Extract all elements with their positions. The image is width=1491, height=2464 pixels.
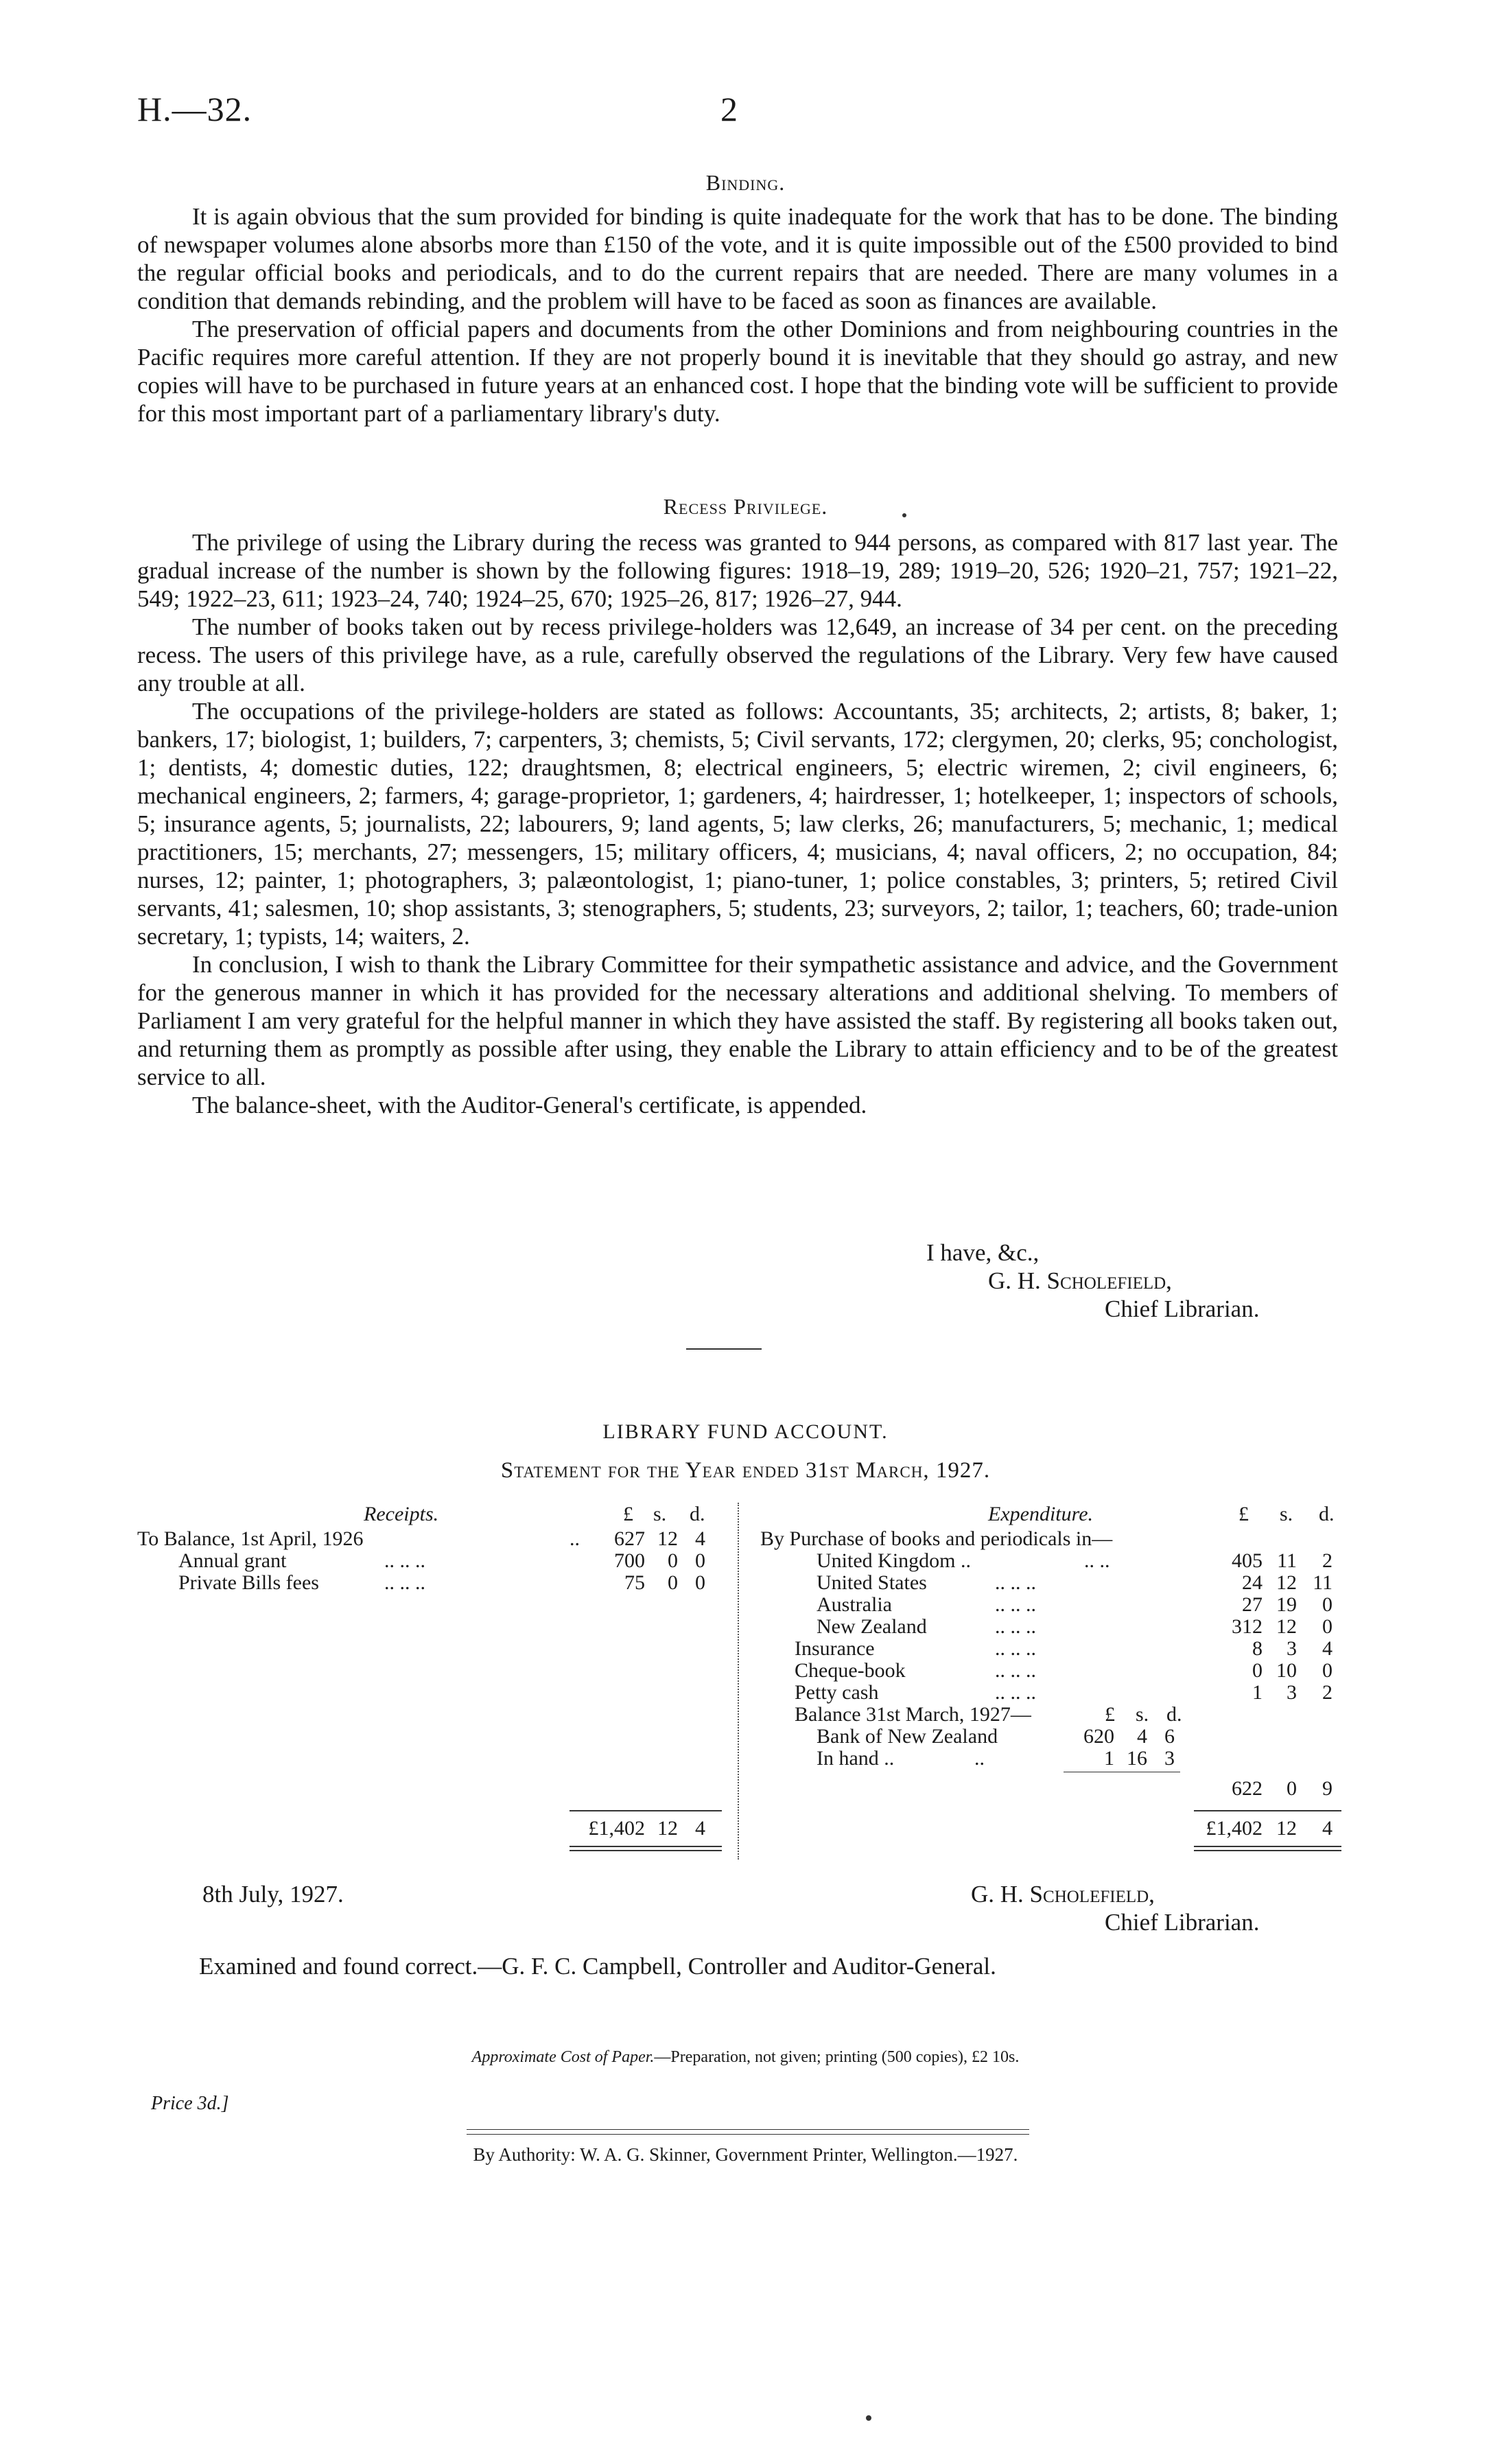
expenditure-shilling-head: s.	[1280, 1503, 1293, 1525]
expenditure-pounds: 0	[1252, 1659, 1263, 1682]
recess-section	[137, 528, 1338, 1119]
expenditure-pence: 4	[1322, 1637, 1332, 1660]
expenditure-pounds: 1	[1252, 1681, 1263, 1704]
receipts-double-rule	[570, 1850, 722, 1851]
receipt-pence: 0	[695, 1549, 705, 1572]
expenditure-double-rule	[1194, 1850, 1341, 1851]
recess-paragraph-2: The number of books taken out by recess privilege-holders was 12,649, an increase of 34 per cent. on the preceding recess. The users of this privilege have, as a rule, carefully observed the regulations of the Library. Very few have caused any trouble at all.	[137, 613, 1338, 696]
binding-section	[137, 202, 1338, 427]
receipt-dots: ..	[570, 1527, 580, 1550]
receipts-total-pounds: £1,402	[588, 1817, 645, 1840]
price: Price 3d.]	[151, 2093, 229, 2114]
binding-heading: Binding.	[705, 170, 786, 195]
expenditure-shillings: 19	[1276, 1593, 1297, 1616]
expenditure-shillings: 10	[1276, 1659, 1297, 1682]
cost-label: Approximate Cost of Paper.	[471, 2048, 655, 2066]
receipts-pound-head: £	[623, 1503, 633, 1525]
expenditure-pounds: 8	[1252, 1637, 1263, 1660]
balance-total-pounds: 622	[1232, 1777, 1263, 1800]
expenditure-pence-head: d.	[1319, 1503, 1335, 1525]
column-separator	[738, 1503, 739, 1859]
expenditure-dots: .. .. ..	[995, 1681, 1036, 1704]
receipt-label: To Balance, 1st April, 1926	[137, 1527, 364, 1550]
expenditure-label: New Zealand	[817, 1615, 927, 1638]
authority-rule	[467, 2134, 1029, 2135]
expenditure-label: Petty cash	[795, 1681, 879, 1704]
receipt-shillings: 12	[657, 1527, 678, 1550]
binding-paragraph-1: It is again obvious that the sum provided for binding is quite inadequate for the work that has to be done. The binding of newspaper volumes alone absorbs more than £150 of the vote, and it is quite impossible out of the £500 provided to bind the regular official books and periodicals, and to do the current repairs that are needed. There are many volumes in a condition that demands rebinding, and the problem will have to be faced as soon as finances are available.	[137, 203, 1338, 314]
account-subtitle: Statement for the Year ended 31st March, 1927.	[500, 1458, 991, 1483]
receipt-pounds: 700	[614, 1549, 645, 1572]
balance-item-pence: 6	[1164, 1725, 1175, 1748]
print-speck	[866, 2415, 871, 2421]
receipt-pounds: 627	[614, 1527, 645, 1550]
expenditure-pound-head: £	[1238, 1503, 1249, 1525]
expenditure-double-rule	[1194, 1846, 1341, 1847]
report-date: 8th July, 1927.	[202, 1881, 344, 1908]
receipts-total-rule	[570, 1810, 722, 1811]
expenditure-dots: .. .. ..	[995, 1615, 1036, 1638]
account-table	[137, 1503, 1345, 1887]
document-reference: H.—32.	[137, 90, 253, 128]
balance-total-pence: 9	[1322, 1777, 1332, 1800]
cost-text: —Preparation, not given; printing (500 copies), £2 10s.	[654, 2048, 1020, 2066]
conclusion-paragraph: In conclusion, I wish to thank the Library Committee for their sympathetic assistance and advice, and the Government for the generous manner in which it has provided for the necessary alterations and additional shelving. To members of Parliament I am very grateful for the helpful manner in which they have assisted the staff. By registering all books taken out, and returning them as promptly as possible after using, they enable the Library to attain efficiency and to be of the greatest service to all.	[137, 951, 1338, 1090]
expenditure-heading: Expenditure.	[988, 1503, 1094, 1525]
expenditure-pence: 0	[1322, 1593, 1332, 1616]
expenditure-label: Cheque-book	[795, 1659, 906, 1682]
expenditure-label: Australia	[817, 1593, 892, 1616]
receipts-double-rule	[570, 1846, 722, 1847]
balance-sheet-note: The balance-sheet, with the Auditor-General's certificate, is appended.	[192, 1092, 867, 1118]
balance-pence-head: d.	[1166, 1703, 1182, 1726]
balance-item-pounds: 620	[1083, 1725, 1114, 1748]
binding-paragraph-2: The preservation of official papers and documents from the other Dominions and from neighbouring countries in the Pacific requires more careful attention. If they are not properly bound it is inevitable that they should go astray, and new copies will have to be purchased in future years at an enhanced cost. I hope that the binding vote will be sufficient to provide for this most important part of a parliamentary library's duty.	[137, 316, 1338, 427]
print-speck	[902, 513, 906, 517]
recess-heading: Recess Privilege.	[663, 494, 828, 519]
authority-rule	[467, 2129, 1029, 2130]
expenditure-pence: 11	[1313, 1571, 1332, 1594]
receipt-label: Annual grant	[178, 1549, 287, 1572]
footer-signature-name: G. H. Scholefield,	[971, 1881, 1155, 1908]
expenditure-label: Insurance	[795, 1637, 875, 1660]
balance-total-shillings: 0	[1287, 1777, 1297, 1800]
expenditure-pence: 2	[1322, 1549, 1332, 1572]
receipt-dots: .. .. ..	[384, 1571, 425, 1594]
page-number: 2	[720, 90, 738, 128]
expenditure-shillings: 3	[1287, 1637, 1297, 1660]
section-divider	[686, 1348, 762, 1350]
receipt-label: Private Bills fees	[178, 1571, 319, 1594]
expenditure-total-rule	[1194, 1810, 1341, 1811]
expenditure-pence: 0	[1322, 1615, 1332, 1638]
receipts-shilling-head: s.	[653, 1503, 667, 1525]
expenditure-label: United States	[817, 1571, 927, 1594]
balance-label: Balance 31st March, 1927—	[795, 1703, 1031, 1726]
expenditure-pounds: 24	[1242, 1571, 1263, 1594]
footer-signature-title: Chief Librarian.	[1105, 1909, 1260, 1936]
balance-item-pounds: 1	[1104, 1747, 1114, 1770]
receipt-pounds: 75	[624, 1571, 645, 1594]
expenditure-total-pence: 4	[1322, 1817, 1332, 1840]
expenditure-shillings: 3	[1287, 1681, 1297, 1704]
expenditure-dots: .. .. ..	[995, 1571, 1036, 1594]
balance-item-pence: 3	[1164, 1747, 1175, 1770]
expenditure-dots: .. ..	[1084, 1549, 1110, 1572]
balance-shilling-head: s.	[1136, 1703, 1149, 1726]
receipt-pence: 0	[695, 1571, 705, 1594]
expenditure-pence: 0	[1322, 1659, 1332, 1682]
audit-certificate: Examined and found correct.—G. F. C. Campbell, Controller and Auditor-General.	[199, 1953, 996, 1980]
balance-item-shillings: 4	[1137, 1725, 1147, 1748]
balance-item-label: Bank of New Zealand	[817, 1725, 998, 1748]
expenditure-dots: .. .. ..	[995, 1637, 1036, 1660]
signoff-name: G. H. Scholefield,	[988, 1267, 1172, 1294]
expenditure-pounds: 27	[1242, 1593, 1263, 1616]
expenditure-total-pounds: £1,402	[1206, 1817, 1263, 1840]
receipts-total-pence: 4	[695, 1817, 705, 1840]
receipts-total-shillings: 12	[657, 1817, 678, 1840]
expenditure-shillings: 12	[1276, 1615, 1297, 1638]
signoff-greeting: I have, &c.,	[926, 1239, 1040, 1266]
cost-of-paper	[0, 2048, 1491, 2067]
expenditure-pence: 2	[1322, 1681, 1332, 1704]
expenditure-total-shillings: 12	[1276, 1817, 1297, 1840]
receipts-heading: Receipts.	[364, 1503, 439, 1525]
occupations-paragraph: The occupations of the privilege-holders are stated as follows: Accountants, 35; architects, 2; artists, 8; baker, 1; bankers, 17; biologist, 1; builders, 7; carpenters, 3; chemists, 5; Civil servants, 172; clergymen, 20; clerks, 95; conchologist, 1; dentists, 4; domestic duties, 122; draughtsmen, 8; electrical engineers, 5; electric wiremen, 2; civil engineers, 6; mechanical engineers, 2; farmers, 4; garage-proprietor, 1; gardeners, 4; hairdresser, 1; hotelkeeper, 1; inspectors of schools, 5; insurance agents, 5; journalists, 22; labourers, 9; land agents, 5; law clerks, 26; manufacturers, 5; mechanic, 1; medical practitioners, 15; merchants, 27; messengers, 15; military officers, 4; musicians, 4; naval officers, 2; no occupation, 84; nurses, 12; painter, 1; photographers, 3; palæontologist, 1; piano-tuner, 1; police constables, 3; printers, 5; retired Civil servants, 41; salesmen, 10; shop assistants, 3; stenographers, 5; students, 23; surveyors, 2; tailor, 1; teachers, 60; trade-union secretary, 1; typists, 14; waiters, 2.	[137, 698, 1338, 950]
receipt-dots: .. .. ..	[384, 1549, 425, 1572]
balance-item-dots: ..	[974, 1747, 985, 1770]
expenditure-pounds: 312	[1232, 1615, 1263, 1638]
expenditure-dots: .. .. ..	[995, 1659, 1036, 1682]
expenditure-intro: By Purchase of books and periodicals in—	[760, 1527, 1113, 1550]
balance-item-label: In hand ..	[817, 1747, 895, 1770]
expenditure-dots: .. .. ..	[995, 1593, 1036, 1616]
expenditure-shillings: 11	[1277, 1549, 1297, 1572]
receipts-pence-head: d.	[690, 1503, 705, 1525]
expenditure-pounds: 405	[1232, 1549, 1263, 1572]
printer-authority: By Authority: W. A. G. Skinner, Government Printer, Wellington.—1927.	[473, 2144, 1018, 2165]
signoff-title: Chief Librarian.	[1105, 1295, 1260, 1322]
receipt-pence: 4	[695, 1527, 705, 1550]
balance-pound-head: £	[1105, 1703, 1115, 1726]
balance-item-shillings: 16	[1127, 1747, 1147, 1770]
receipt-shillings: 0	[668, 1549, 678, 1572]
receipt-shillings: 0	[668, 1571, 678, 1594]
expenditure-label: United Kingdom ..	[817, 1549, 971, 1572]
recess-paragraph-1: The privilege of using the Library during the recess was granted to 944 persons, as compared with 817 last year. The gradual increase of the number is shown by the following figures: 1918–19, 289; 1919–20, 526; 1920–21, 757; 1921–22, 549; 1922–23, 611; 1923–24, 740; 1924–25, 670; 1925–26, 817; 1926–27, 944.	[137, 529, 1338, 612]
account-title: LIBRARY FUND ACCOUNT.	[602, 1420, 889, 1443]
expenditure-shillings: 12	[1276, 1571, 1297, 1594]
